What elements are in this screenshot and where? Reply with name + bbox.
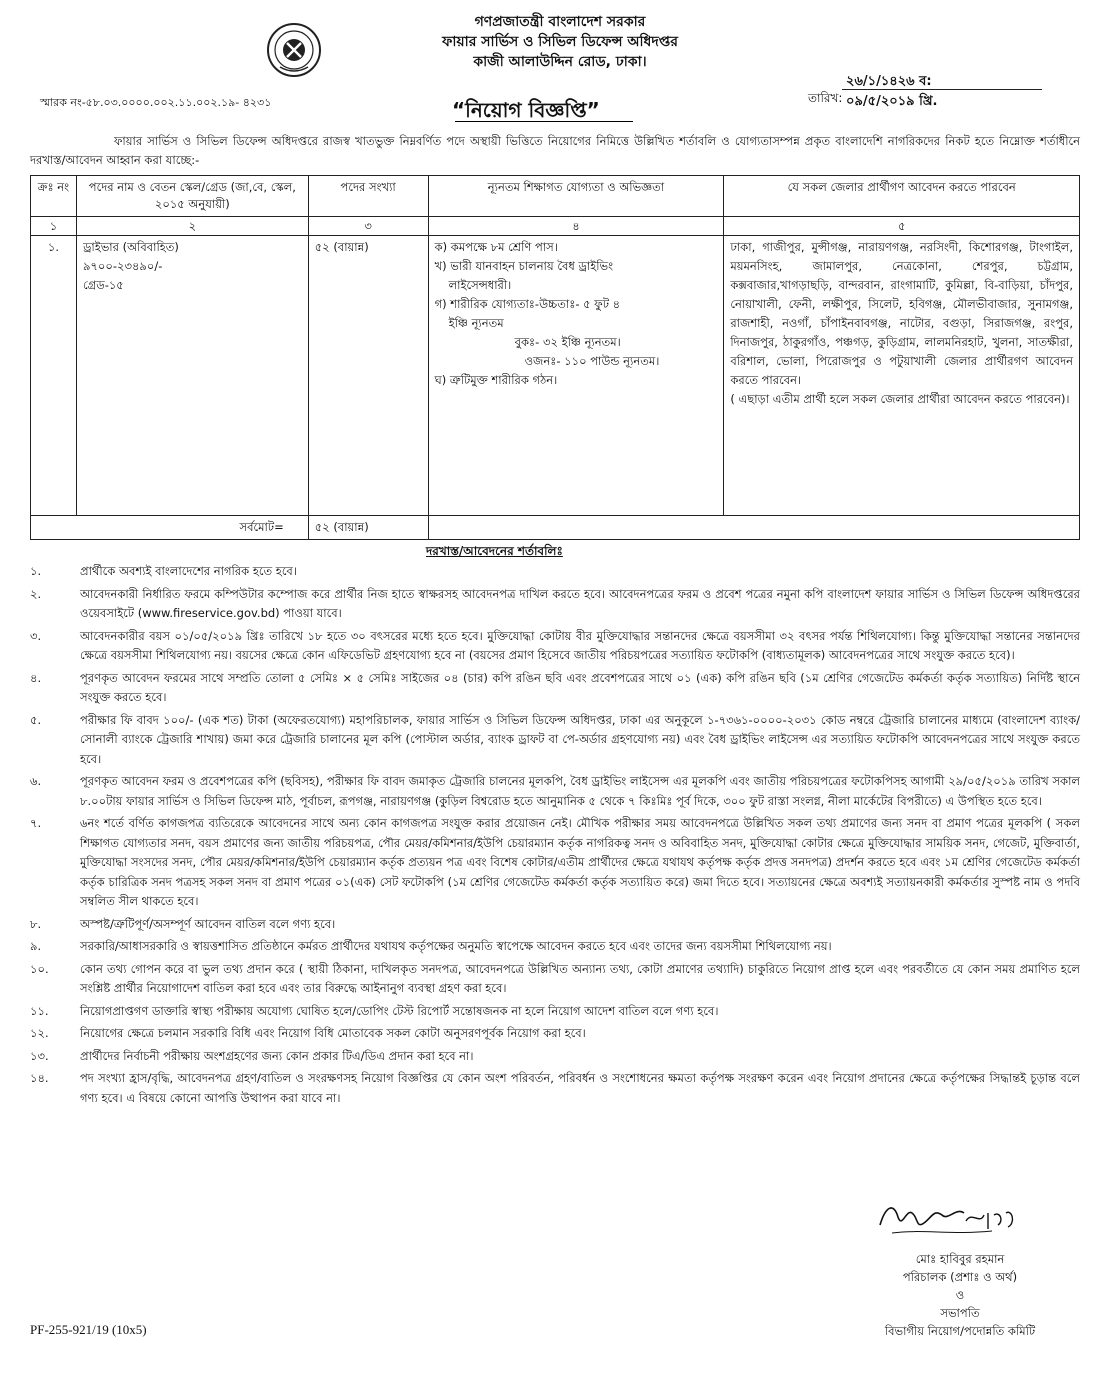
list-item — [30, 1024, 1080, 1044]
condition-text: পদ সংখ্যা হ্রাস/বৃদ্ধি, আবেদনপত্র গ্রহণ/বাতিল ও সংরক্ষণসহ নিয়োগ বিজ্ঞপ্তির যে কোন অংশ পরিবর্তন, পরিবর্ধন ও সংশোধনের ক্ষমতা কর্তৃপক্ষ সংরক্ষণ করেন এবং নিয়োগ প্রদানের ক্ষেত্রে কর্তৃপক্ষের সিদ্ধান্তই চূড়ান্ত বলে গণ্য হবে। এ বিষয়ে কোনো আপত্তি উত্থাপন করা যাবে না। — [80, 1071, 1080, 1105]
condition-text: প্রার্থীকে অবশ্যই বাংলাদেশের নাগরিক হতে হবে। — [80, 564, 297, 578]
table-header-row — [31, 176, 1080, 217]
col-number-2: ২ — [76, 217, 308, 236]
condition-number: ৪. — [30, 670, 42, 685]
header-block — [300, 12, 820, 72]
req-c-weight: ওজনঃ- ১১০ পাউন্ড ন্যূনতম। — [524, 354, 660, 368]
table-total-row — [31, 516, 1080, 540]
grade: গ্রেড-১৫ — [82, 278, 124, 292]
condition-number: ১৩. — [30, 1048, 49, 1063]
footer-code: PF-255-921/19 (10x5) — [30, 1322, 147, 1337]
req-b-line1: খ) ভারী যানবাহন চালনায় বৈধ ড্রাইভিং — [434, 259, 614, 273]
total-blank — [428, 516, 1079, 540]
signatory-and: ও — [955, 1288, 965, 1302]
col-number-1: ১ — [31, 217, 77, 236]
condition-text: অস্পষ্ট/ত্রুটিপূর্ণ/অসম্পূর্ণ আবেদন বাতিল বলে গণ্য হবে। — [80, 916, 336, 931]
condition-number: ২. — [30, 586, 42, 601]
signatory-designation: পরিচালক (প্রশাঃ ও অর্থ) — [902, 1270, 1018, 1284]
condition-number: ১২. — [30, 1026, 49, 1040]
memo-number: স্মারক নং-৫৮.০৩.০০০০.০০২.১১.০০২.১৯- ৪২৩১ — [40, 96, 272, 109]
header-line-government: গণপ্রজাতন্ত্রী বাংলাদেশ সরকার — [474, 14, 646, 30]
condition-number: ৭. — [30, 816, 42, 830]
districts-list: ঢাকা, গাজীপুর, মুন্সীগঞ্জ, নারায়ণগঞ্জ, নরসিংদী, কিশোরগঞ্জ, টাংগাইল, ময়মনসিংহ, জামালপুর, নেত্রকোনা, শেরপুর, চট্টগ্রাম, কক্সবাজার,খাগড়াছড়ি, বান্দরবান, রাংগামাটি, কুমিল্লা, বি-বাড়িয়া, চাঁদপুর, নোয়াখালী, ফেনী, লক্ষীপুর, সিলেট, হবিগঞ্জ, মৌলভীবাজার, সুনামগঞ্জ, রাজশাহী, নওগাঁ, চাঁপাইনবাবগঞ্জ, নাটোর, বগুড়া, সিরাজগঞ্জ, রংপুর, দিনাজপুর, ঠাকুরগাঁও, পঞ্চগড়, কুড়িগ্রাম, লালমনিরহাট, খুলনা, সাতক্ষীরা, বরিশাল, ভোলা, পিরোজপুর ও পটুয়াখালী জেলার প্রার্থীরগণ আবেদন করতে পারবেন। — [730, 240, 1073, 387]
date-gregorian: ০৯/৫/২০১৯ খ্রি. — [846, 94, 938, 109]
condition-text: আবেদনকারীর বয়স ০১/০৫/২০১৯ খ্রিঃ তারিখে ১৮ হতে ৩০ বৎসরের মধ্যে হতে হবে। মুক্তিযোদ্ধা কোটায় বীর মুক্তিযোদ্ধার সন্তানদের ক্ষেত্রে বয়সসীমা ৩২ বৎসর পর্যন্ত শিথিলযোগ্য। কিন্তু মুক্তিযোদ্ধা সন্তানের সন্তানদের ক্ষেত্রে বয়সসীমা শিথিলযোগ্য নয়। বয়সের ক্ষেত্রে কোন এফিডেভিট গ্রহণযোগ্য হবে না (বয়সের প্রমাণ হিসেবে জাতীয় পরিচয়পত্রের সত্যায়িত ফটোকপি (বাধ্যতামূলক) আবেদনপত্রের সাথে সংযুক্ত করতে হবে)। — [80, 628, 1080, 662]
req-d: ঘ) ত্রুটিমুক্ত শারীরিক গঠন। — [434, 373, 558, 387]
list-item — [30, 669, 1080, 708]
list-item — [30, 627, 1080, 666]
total-value: ৫২ (বায়ান্ন) — [308, 516, 428, 540]
condition-text: পূরণকৃত আবেদন ফরম ও প্রবেশপত্রের কপি (ছবিসহ), পরীক্ষার ফি বাবদ জমাকৃত ট্রেজারি চালনের মূলকপি, বৈধ ড্রাইভিং লাইসেন্স এর মূলকপি এবং জাতীয় পরিচয়পত্রের ফটোকপিসহ আগামী ২৯/০৫/২০১৯ তারিখ সকাল ৮.০০টায় ফায়ার সার্ভিস ও সিভিল ডিফেন্স মাঠ, পূর্বাচল, রূপগঞ্জ, নারায়ণগঞ্জ (কুড়িল বিশ্বরোড হতে আনুমানিক ৫ থেকে ৭ কিঃমিঃ পূর্ব দিকে, ৩০০ ফুট রাস্তা সংলগ্ন, নীলা মার্কেটের বিপরীতে) এ উপস্থিত হতে হবে। — [80, 774, 1080, 808]
req-c-line2: ইঞ্চি ন্যূনতম — [448, 316, 504, 330]
col-number-3: ৩ — [308, 217, 428, 236]
condition-number: ৯. — [30, 939, 42, 953]
th-post: পদের নাম ও বেতন স্কেল/গ্রেড (জা,বে, স্কেল, ২০১৫ অনুযায়ী) — [76, 176, 308, 217]
header-line-address: কাজী আলাউদ্দিন রোড, ঢাকা। — [473, 54, 647, 70]
col-number-4: ৪ — [428, 217, 724, 236]
list-item — [30, 937, 1080, 957]
conditions-list — [30, 562, 1080, 1111]
date-bengali: ২৬/১/১৪২৬ ব: — [846, 74, 932, 89]
th-qualification: ন্যূনতম শিক্ষাগত যোগ্যতা ও অভিজ্ঞতা — [428, 176, 724, 217]
total-label: সর্বমোট= — [31, 516, 309, 540]
signatory-name: মোঃ হাবিবুর রহমান — [915, 1252, 1005, 1266]
table-column-number-row — [31, 217, 1080, 236]
col-number-5: ৫ — [724, 217, 1080, 236]
post-name: ড্রাইভার (অবিবাহিত) — [82, 240, 179, 254]
condition-text: পরীক্ষার ফি বাবদ ১০০/- (এক শত) টাকা (অফেরতযোগ্য) মহাপরিচালক, ফায়ার সার্ভিস ও সিভিল ডিফেন্স অধিদপ্তর, ঢাকা এর অনুকূলে ১-৭৩৬১-০০০০-২০৩১ কোড নম্বরে ট্রেজারি চালানের মাধ্যমে (বাংলাদেশ ব্যাংক/সোনালী ব্যাংকে ট্রেজারি শাখায়) জমা করে ট্রেজারি চালানের মূল কপি (পোস্টাল অর্ডার, ব্যাংক ড্রাফট বা পে-অর্ডার গ্রহণযোগ্য নয়) এবং বৈধ ড্রাইভিং লাইসেন্স এর সত্যায়িত ফটোকপি আবেদনপত্রের সাথে সংযুক্ত করতে হবে। — [80, 712, 1080, 766]
condition-number: ৮. — [30, 916, 42, 931]
date-block — [808, 70, 1078, 110]
title-underline — [455, 121, 633, 122]
pay-scale: ৯৭০০-২৩৪৯০/- — [82, 259, 163, 273]
condition-number: ১১. — [30, 1003, 49, 1018]
conditions-title: দরখাস্ত/আবেদনের শর্তাবলিঃ — [426, 544, 563, 558]
condition-text: নিয়োগের ক্ষেত্রে চলমান সরকারি বিধি এবং নিয়োগ বিধি মোতাবেক সকল কোটা অনুসরণপূর্বক নিয়োগ করা হবে। — [80, 1026, 586, 1040]
header-line-department: ফায়ার সার্ভিস ও সিভিল ডিফেন্স অধিদপ্তর — [442, 34, 678, 50]
req-c-line1: গ) শারীরিক যোগ্যতাঃ-উচ্চতাঃ- ৫ ফুট ৪ — [434, 297, 621, 311]
signatory-block — [840, 1250, 1080, 1340]
condition-number: ১০. — [30, 961, 49, 976]
list-item — [30, 960, 1080, 999]
condition-number: ১. — [30, 564, 42, 578]
req-c-chest: বুকঃ- ৩২ ইঞ্চি ন্যূনতম। — [514, 335, 621, 349]
posts-table — [30, 175, 1080, 540]
list-item — [30, 711, 1080, 770]
signature-icon — [872, 1195, 1022, 1245]
list-item — [30, 585, 1080, 624]
list-item — [30, 562, 1080, 582]
date-label: তারিখ: — [808, 91, 843, 105]
th-districts: যে সকল জেলার প্রার্থীগণ আবেদন করতে পারবেন — [724, 176, 1080, 217]
condition-text: পূরণকৃত আবেদন ফরমের সাথে সম্প্রতি তোলা ৫ সেমিঃ × ৫ সেমিঃ সাইজের ০৪ (চার) কপি রঙিন ছবি এবং প্রবেশপত্রের সাথে ০১ (এক) কপি রঙিন ছবি (১ম শ্রেণির গেজেটেড কর্মকর্তা কর্তৃক সত্যায়িত) নির্দিষ্ট স্থানে সংযুক্ত করতে হবে। — [80, 670, 1080, 704]
condition-number: ৩. — [30, 628, 42, 643]
list-item — [30, 1047, 1080, 1067]
list-item — [30, 814, 1080, 912]
table-row — [31, 236, 1080, 516]
intro-paragraph: ফায়ার সার্ভিস ও সিভিল ডিফেন্স অধিদপ্তরে রাজস্ব খাতভুক্ত নিম্নবর্ণিত পদে অস্থায়ী ভিত্তিতে নিয়োগের নিমিত্তে উল্লিখিত শর্তাবলি ও যোগ্যতাসম্পন্ন প্রকৃত বাংলাদেশি নাগরিকদের নিকট হতে নিম্নোক্ত শর্তাধীনে দরখাস্ত/আবেদন আহ্বান করা যাচ্ছে:- — [30, 134, 1080, 167]
list-item — [30, 1002, 1080, 1022]
condition-text: কোন তথ্য গোপন করে বা ভুল তথ্য প্রদান করে ( স্থায়ী ঠিকানা, দাখিলকৃত সনদপত্র, আবেদনপত্রে উল্লিখিত অন্যান্য তথ্য, কোটা প্রমাণের তথ্যাদি) চাকুরিতে নিয়োগ প্রাপ্ত হলে এবং পরবর্তীতে যে কোন সময় প্রমাণিত হলে সংশ্লিষ্ট প্রার্থীর নিয়োগাদেশ বাতিল করা হবে এবং তার বিরুদ্ধে আইনানুগ ব্যবস্থা গ্রহণ করা হবে। — [80, 961, 1080, 995]
row-qualification-cell — [428, 236, 724, 516]
row-serial: ১. — [31, 236, 77, 516]
condition-number: ৫. — [30, 712, 42, 727]
condition-text: আবেদনকারী নির্ধারিত ফরমে কম্পিউটার কম্পোজ করে প্রার্থীর নিজ হাতে স্বাক্ষরসহ আবেদনপত্র দাখিল করতে হবে। আবেদনপত্রের ফরম ও প্রবেশ পত্রের নমুনা কপি বাংলাদেশ ফায়ার সার্ভিস ও সিভিল ডিফেন্স অধিদপ্তরের ওয়েবসাইটে (www.fireservice.gov.bd) পাওয়া যাবে। — [80, 586, 1080, 620]
row-districts-cell — [724, 236, 1080, 516]
list-item — [30, 1069, 1080, 1108]
signatory-committee: বিভাগীয় নিয়োগ/পদোন্নতি কমিটি — [884, 1324, 1036, 1338]
signatory-role: সভাপতি — [940, 1306, 980, 1320]
condition-number: ১৪. — [30, 1071, 49, 1085]
districts-note: ( এছাড়া এতীম প্রার্থী হলে সকল জেলার প্রার্থীরা আবেদন করতে পারবেন)। — [730, 392, 1070, 406]
req-a: ক) কমপক্ষে ৮ম শ্রেণি পাস। — [434, 240, 558, 254]
row-post-cell — [76, 236, 308, 516]
row-count: ৫২ (বায়ান্ন) — [308, 236, 428, 516]
th-serial: ক্রঃ নং — [31, 176, 77, 217]
th-count: পদের সংখ্যা — [308, 176, 428, 217]
condition-number: ৬. — [30, 774, 42, 788]
date-divider — [842, 89, 1042, 90]
list-item — [30, 915, 1080, 935]
condition-text: প্রার্থীদের নির্বাচনী পরীক্ষায় অংশগ্রহণের জন্য কোন প্রকার টিএ/ডিএ প্রদান করা হবে না। — [80, 1048, 474, 1063]
notice-title: “নিয়োগ বিজ্ঞপ্তি” — [452, 98, 600, 122]
condition-text: ৬নং শর্তে বর্ণিত কাগজপত্র ব্যতিরেকে আবেদনের সাথে অন্য কোন কাগজপত্র সংযুক্ত করার প্রয়োজন নেই। মৌখিক পরীক্ষার সময় আবেদনপত্রে উল্লিখিত সকল তথ্য প্রমাণের জন্য সনদ বা প্রমাণ পত্রের মূলকপি ( সকল শিক্ষাগত যোগ্যতার সনদ, বয়স প্রমাণের জন্য জাতীয় পরিচয়পত্র, পৌর মেয়র/কমিশনার/ইউপি চেয়ারম্যান কর্তৃক নাগরিকত্ব সনদ ও অবিবাহিত সনদ, মুক্তিযোদ্ধা কোটার ক্ষেত্রে মুক্তিযোদ্ধার সাময়িক সনদ, গেজেট, মুক্তিবার্তা, মুক্তিযোদ্ধা সংসদের সনদ, পৌর মেয়র/কমিশনার/ইউপি চেয়ারম্যান কর্তৃক প্রত্যয়ন পত্র এবং বিশেষ কোটার/এতীম প্রার্থীদের ক্ষেত্রে যথাযথ কর্তৃপক্ষ কর্তৃক প্রদত্ত সনদপত্র) প্রদর্শন করতে হবে এবং ১ম শ্রেণির গেজেটেড কর্মকর্তা কর্তৃক চারিত্রিক সনদ পত্রসহ সকল সনদ বা প্রমাণ পত্রের ০১(এক) সেট ফটোকপি (১ম শ্রেণির গেজেটেড কর্মকর্তা কর্তৃক সত্যায়িত করে) জমা দিতে হবে। সত্যায়নের ক্ষেত্রে অবশ্যই সত্যায়নকারী কর্মকর্তার সুস্পষ্ট নাম ও পদবি সম্বলিত সীল থাকতে হবে। — [80, 816, 1080, 908]
condition-text: সরকারি/আধাসরকারি ও স্বায়ত্তশাসিত প্রতিষ্ঠানে কর্মরত প্রার্থীদের যথাযথ কর্তৃপক্ষের অনুমতি স্বাপেক্ষে আবেদন করতে হবে এবং তাদের জন্য বয়সসীমা শিথিলযোগ্য নয়। — [80, 939, 832, 953]
list-item — [30, 772, 1080, 811]
condition-text: নিয়োগপ্রাপ্তগণ ডাক্তারি স্বাস্থ্য পরীক্ষায় অযোগ্য ঘোষিত হলে/ডোপিং টেস্ট রিপোর্ট সন্তোষজনক না হলে নিয়োগ আদেশ বাতিল বলে গণ্য হবে। — [80, 1003, 719, 1018]
req-b-line2: লাইসেন্সধারী। — [448, 278, 512, 292]
